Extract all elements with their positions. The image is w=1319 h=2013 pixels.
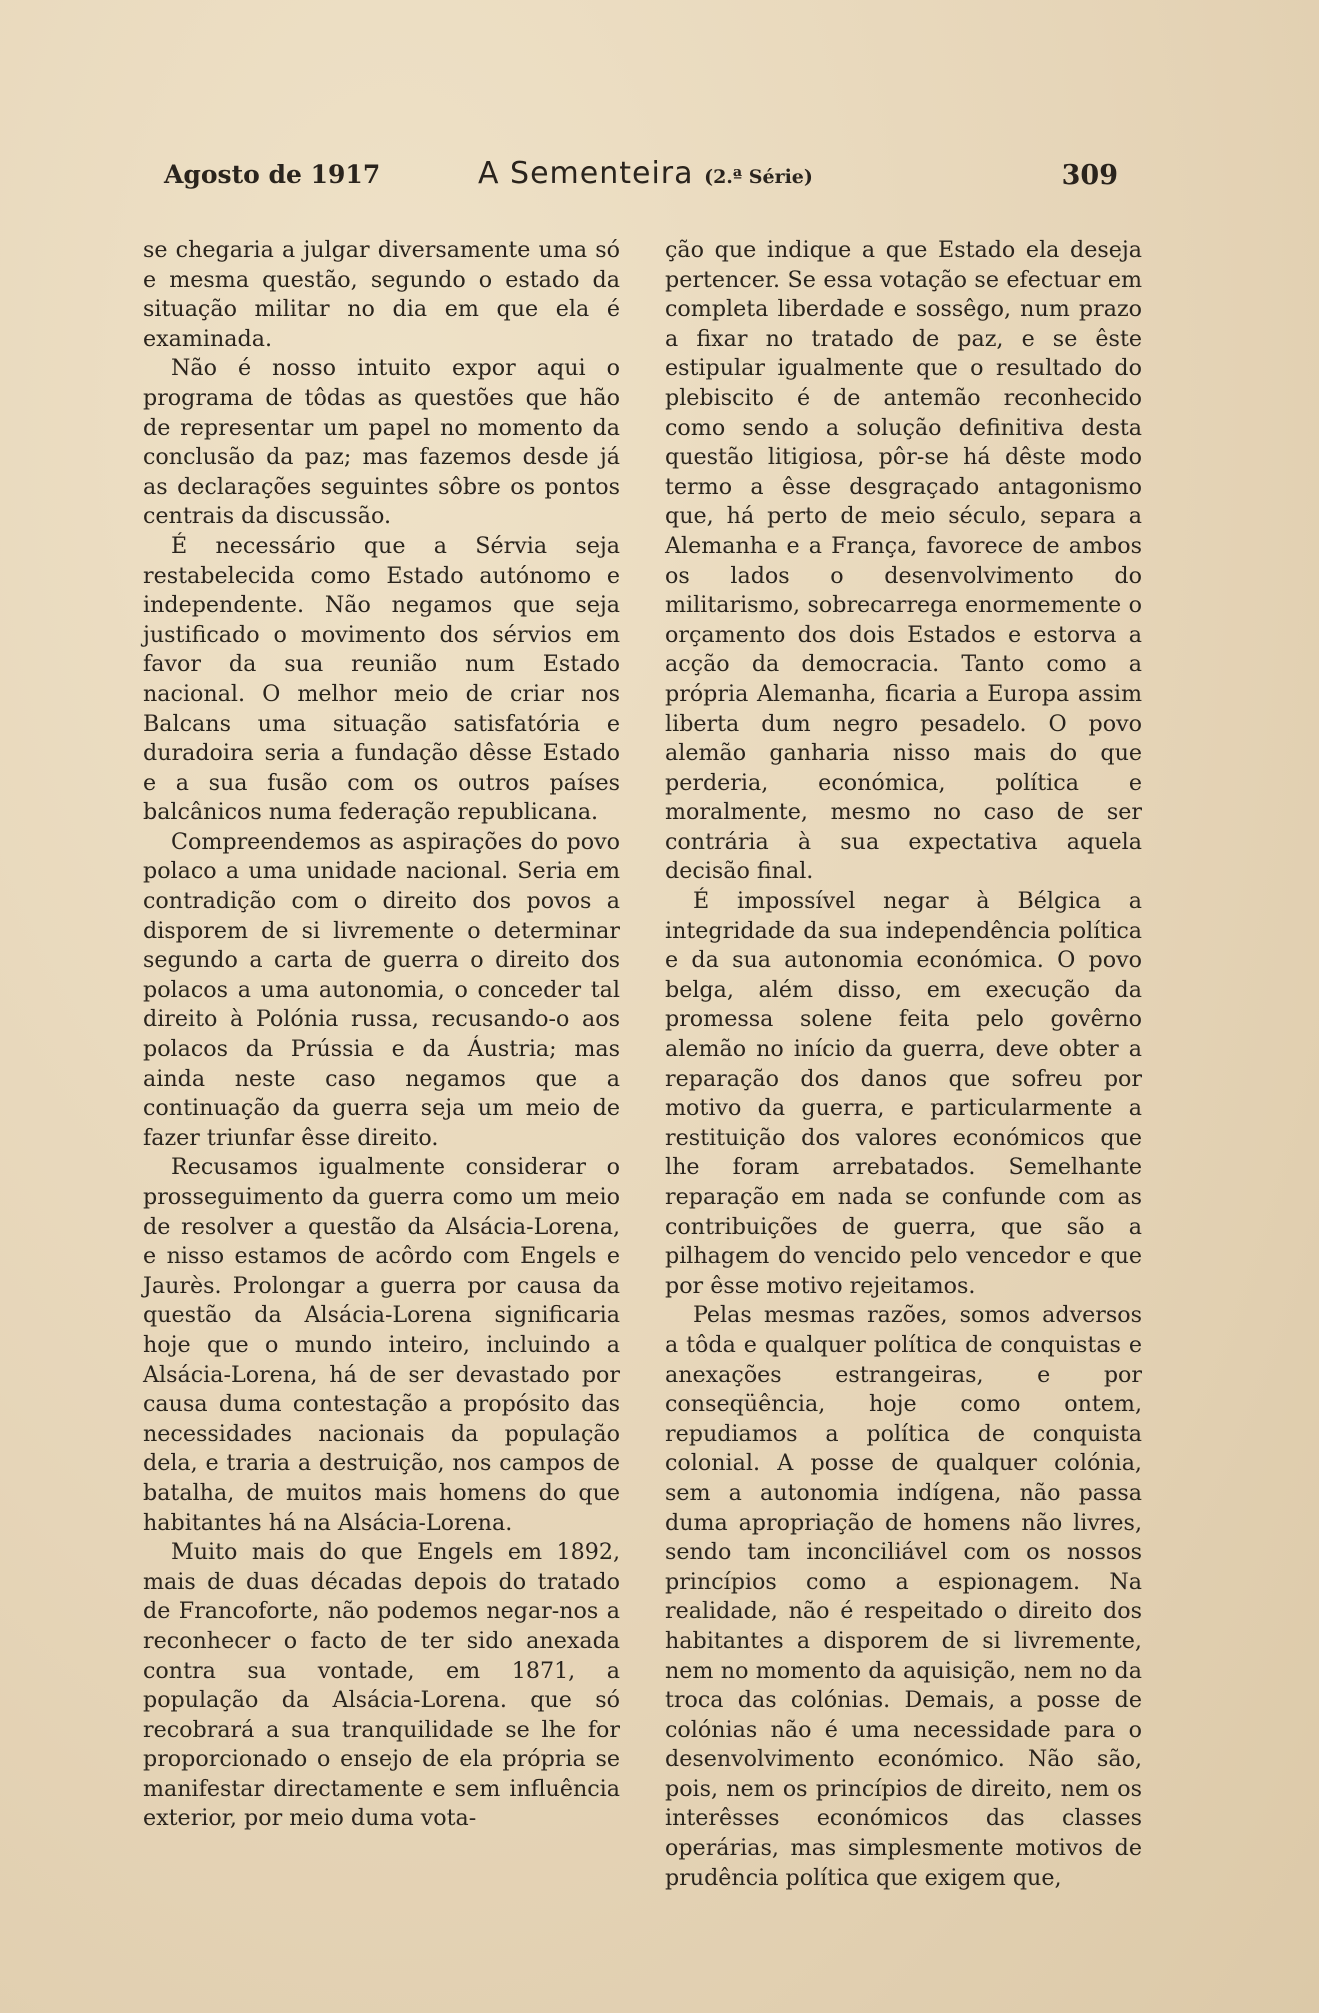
paragraph: É necessário que a Sérvia seja restabelecida como Estado autónomo e independente. Não negamos que seja justificado o movimento dos sérvios em favor da sua reunião num Estado nacional. O melhor meio de criar nos Balcans uma situação satisfatória e duradoira seria a fundação dêsse Estado e a sua fusão com os outros países balcânicos numa federação republicana. [143, 532, 620, 826]
issue-date: Agosto de 1917 [164, 160, 381, 189]
paragraph: Recusamos igualmente considerar o prosseguimento da guerra como um meio de resolver a questão da Alsácia-Lorena, e nisso estamos de acôrdo com Engels e Jaurès. Prolongar a guerra por causa da questão da Alsácia-Lorena significaria hoje que o mundo inteiro, incluindo a Alsácia-Lorena, há de ser devastado por causa duma contestação a propósito das necessidades nacionais da população dela, e traria a destruição, nos campos de batalha, de muitos mais homens do que habitantes há na Alsácia-Lorena. [143, 1154, 620, 1536]
paragraph: Compreendemos as aspirações do povo polaco a uma unidade nacional. Seria em contradição com o direito dos povos a disporem de si livremente o determinar segundo a carta de guerra o direito dos polacos a uma autonomia, o conceder tal direito à Polónia russa, recusando-o aos polacos da Prússia e da Áustria; mas ainda neste caso negamos que a continuação da guerra seja um meio de fazer triunfar êsse direito. [143, 828, 620, 1151]
journal-name: A Sementeira [478, 156, 694, 191]
paragraph: Não é nosso intuito expor aqui o programa de tôdas as questões que hão de representar um papel no momento da conclusão da paz; mas fazemos desde já as declarações seguintes sôbre os pontos centrais da discussão. [143, 355, 620, 530]
paragraph: se chegaria a julgar diversamente uma só e mesma questão, segundo o estado da situação militar no dia em que ela é examinada. [143, 237, 620, 352]
paragraph: ção que indique a que Estado ela deseja pertencer. Se essa votação se efectuar em completa liberdade e sossêgo, num prazo a fixar no tratado de paz, e se êste estipular igualmente que o resultado do plebiscito é de antemão reconhecido como sendo a solução definitiva desta questão litigiosa, pôr-se há dêste modo termo a êsse desgraçado antagonismo que, há perto de meio século, separa a Alemanha e a França, favorece de ambos os lados o desenvolvimento do militarismo, sobrecarrega enormemente o orçamento dos dois Estados e estorva a acção da democracia. Tanto como a própria Alemanha, ficaria a Europa assim liberta dum negro pesadelo. O povo alemão ganharia nisso mais do que perderia, económica, política e moralmente, mesmo no caso de ser contrária à sua expectativa aquela decisão final. [665, 237, 1142, 885]
page-number: 309 [1061, 160, 1118, 191]
journal-series: (2.ª Série) [704, 166, 813, 188]
paragraph: É impossível negar à Bélgica a integridade da sua independência política e da sua autonomia económica. O povo belga, além disso, em execução da promessa solene feita pelo govêrno alemão no início da guerra, deve obter a reparação dos danos que sofreu por motivo da guerra, e particularmente a restituição dos valores económicos que lhe foram arrebatados. Semelhante reparação em nada se confunde com as contribuições de guerra, que são a pilhagem do vencido pelo vencedor e que por êsse motivo rejeitamos. [665, 888, 1142, 1299]
page-header [148, 156, 1118, 200]
journal-title [478, 156, 813, 191]
right-column [665, 236, 1142, 1893]
paragraph: Muito mais do que Engels em 1892, mais de duas décadas depois do tratado de Francoforte, não podemos negar-nos a reconhecer o facto de ter sido anexada contra sua vontade, em 1871, a população da Alsácia-Lorena. que só recobrará a sua tranquilidade se lhe for proporcionado o ensejo de ela própria se manifestar directamente e sem influência exterior, por meio duma vota- [143, 1539, 620, 1832]
paragraph: Pelas mesmas razões, somos adversos a tôda e qualquer política de conquistas e anexações estrangeiras, e por conseqüência, hoje como ontem, repudiamos a política de conquista colonial. A posse de qualquer colónia, sem a autonomia indígena, não passa duma apropriação de homens não livres, sendo tam inconciliável com os nossos princípios como a espionagem. Na realidade, não é respeitado o direito dos habitantes a disporem de si livremente, nem no momento da aquisição, nem no da troca das colónias. Demais, a posse de colónias não é uma necessidade para o desenvolvimento económico. Não são, pois, nem os princípios de direito, nem os interêsses económicos das classes operárias, mas simplesmente motivos de prudência política que exigem que, [665, 1302, 1142, 1891]
left-column [143, 236, 620, 1834]
